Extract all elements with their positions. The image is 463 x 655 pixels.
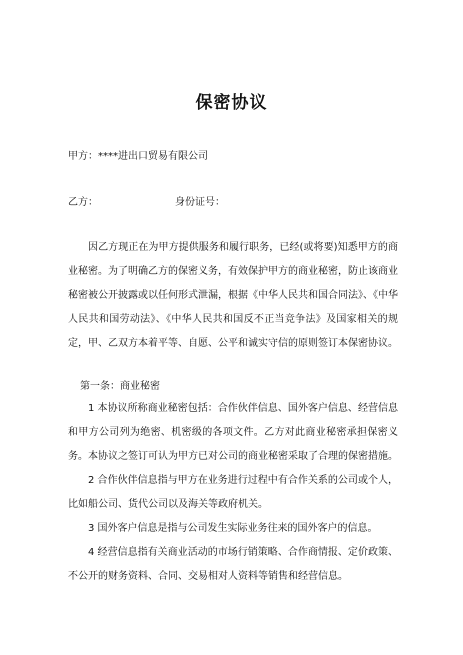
- clause-1: 1 本协议所称商业秘密包括：合作伙伴信息、国外客户信息、经营信息和甲方公司列为绝密、机密级的各项文件。乙方对此商业秘密承担保密义务。: [68, 403, 398, 462]
- clause-3: 3 国外客户信息是指与公司发生实际业务往来的国外客户的信息。: [88, 523, 378, 534]
- clause-measures: 本协议之签订可认为甲方已对公司的商业秘密采取了合理的保密措施。: [88, 451, 398, 462]
- preamble-paragraph: 因乙方现正在为甲方提供服务和履行职务，已经(或将要)知悉甲方的商业秘密。为了明确乙方的保密义务，有效保护甲方的商业秘密，防止该商业秘密被公开披露或以任何形式泄漏，根据《中华人民共和国合同法》、《中华人民共和国劳动法》、《中华人民共和国反不正当竞争法》及国家相关的规定，甲、乙双方本着平等、自愿、公平和诚实守信的原则签订本保密协议。: [68, 242, 398, 349]
- article1-heading: 第一条：商业秘密: [80, 381, 160, 392]
- document-title: 保密协议: [195, 93, 268, 113]
- clause-2: 2 合作伙伴信息指与甲方在业务进行过程中有合作关系的公司或个人，比如船公司、货代公司以及海关等政府机关。: [68, 475, 398, 510]
- party-a-line: 甲方：****进出口贸易有限公司: [68, 151, 208, 162]
- party-b-label: 乙方：: [68, 197, 98, 208]
- clause-4: 4 经营信息指有关商业活动的市场行销策略、合作商情报、定价政策、不公开的财务资料、合同、交易相对人资料等销售和经营信息。: [68, 547, 398, 582]
- id-number-label: 身份证号：: [175, 197, 225, 208]
